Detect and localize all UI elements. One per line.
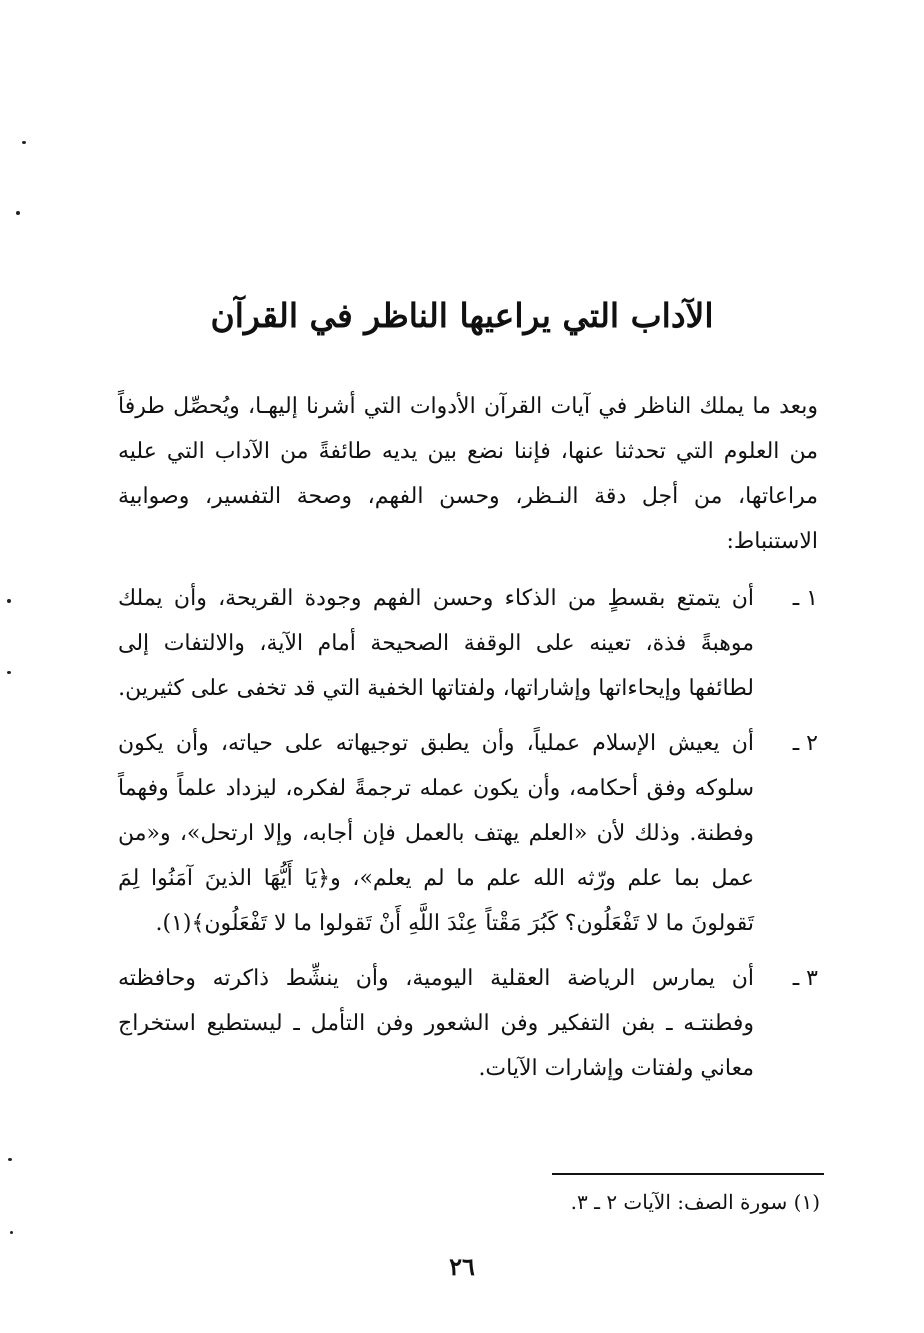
list-item-text: أن يمارس الرياضة العقلية اليومية، وأن ينشِّط ذاكرته وحافظته وفطنتـه ـ بفن التفكير وفن الشعور وفن التأمل ـ ليستطيع استخراج معاني ولفتات وإشارات الآيات. <box>118 966 755 1081</box>
scan-speck <box>16 211 20 215</box>
page-number: ٢٦ <box>449 1252 475 1281</box>
scan-speck <box>10 1231 13 1234</box>
scan-speck <box>7 599 11 603</box>
body-text <box>118 384 818 1101</box>
scan-speck <box>22 141 26 144</box>
list-item-marker: ١ ـ <box>792 586 818 611</box>
list-item <box>118 576 818 711</box>
intro-paragraph: وبعد ما يملك الناظر في آيات القرآن الأدوات التي أشرنا إليهـا، ويُحصِّل طرفاً من العلوم التي تحدثنا عنها، فإننا نضع بين يديه طائفةً من الآداب التي عليه مراعاتها، من أجل دقة النـظر، وحسن الفهم، وصحة التفسير، وصوابية الاستنباط: <box>118 394 818 554</box>
footnote-divider <box>552 1173 824 1175</box>
list-item-text: أن يتمتع بقسطٍ من الذكاء وحسن الفهم وجودة القريحة، وأن يملك موهبةً فذة، تعينه على الوقفة الصحيحة أمام الآية، والالتفات إلى لطائفها وإيحاءاتها وإشاراتها، ولفتاتها الخفية التي قد تخفى على كثيرين. <box>118 586 754 701</box>
scan-speck <box>7 671 11 674</box>
scan-speck <box>8 1158 12 1161</box>
list-item-text: أن يعيش الإسلام عملياً، وأن يطبق توجيهاته على حياته، وأن يكون سلوكه وفق أحكامه، وأن يكون عمله ترجمةً لفكره، ليزداد علماً وفهماً وفطنة. وذلك لأن «العلم يهتف بالعمل فإن أجابه، وإلا ارتحل»، و«من عمل بما علم ورّثه الله علم ما لم يعلم»، و﴿يَا أَيُّهَا الذينَ آمَنُوا لِمَ تَقولونَ ما لا تَفْعَلُون؟ كَبُرَ مَقْتاً عِنْدَ اللَّهِ أَنْ تَقولوا ما لا تَفْعَلُون﴾(١). <box>118 731 754 936</box>
numbered-list <box>118 576 818 1091</box>
list-item <box>118 956 818 1091</box>
list-item-marker: ٣ ـ <box>792 966 818 991</box>
list-item <box>118 721 818 946</box>
page-title: الآداب التي يراعيها الناظر في القرآن <box>210 296 714 335</box>
footnote: (١) سورة الصف: الآيات ٢ ـ ٣. <box>570 1190 820 1214</box>
list-item-marker: ٢ ـ <box>792 731 818 756</box>
